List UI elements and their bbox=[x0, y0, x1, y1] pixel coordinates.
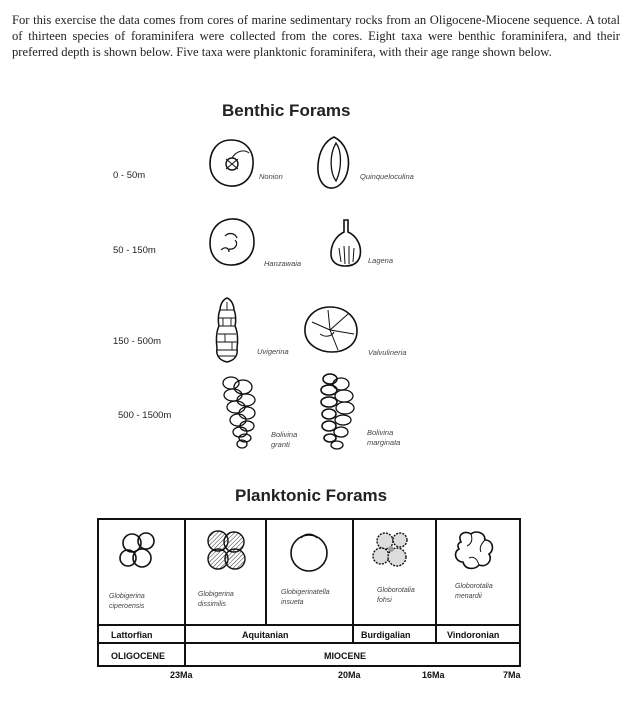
quinqueloculina-label: Quinqueloculina bbox=[360, 172, 414, 181]
bolivina-granti-label-2: granti bbox=[271, 440, 290, 449]
bolivina-marginata-label-1: Bolivina bbox=[367, 428, 394, 437]
row-divider bbox=[99, 624, 519, 626]
globigerina-dissimilis-icon bbox=[204, 529, 250, 573]
globigerinatella-insueta-label-1: Globigerinatella bbox=[281, 589, 330, 596]
epoch-miocene: MIOCENE bbox=[324, 651, 367, 661]
globorotalia-fohsi-label-1: Globorotalia bbox=[377, 587, 415, 594]
globigerina-dissimilis-label-2: dissimilis bbox=[198, 601, 226, 608]
age-7ma: 7Ma bbox=[503, 670, 521, 680]
globigerina-ciperoensis-label-2: ciperoensis bbox=[109, 603, 145, 610]
column-divider bbox=[184, 644, 186, 665]
depth-label-500-1500: 500 - 1500m bbox=[118, 410, 172, 421]
epoch-oligocene: OLIGOCENE bbox=[111, 651, 166, 661]
valvulineria-icon bbox=[302, 304, 360, 354]
nonion-icon bbox=[206, 137, 256, 189]
stage-lattorfian: Lattorfian bbox=[111, 630, 153, 640]
globigerina-ciperoensis-icon bbox=[118, 531, 162, 571]
age-23ma: 23Ma bbox=[170, 670, 193, 680]
bolivina-granti-icon bbox=[219, 373, 265, 451]
uvigerina-label: Uvigerina bbox=[257, 347, 289, 356]
globorotalia-fohsi-label-2: fohsi bbox=[377, 597, 392, 604]
planktonic-range-chart bbox=[97, 518, 521, 667]
globigerinatella-insueta-icon bbox=[287, 529, 331, 573]
nonion-label: Nonion bbox=[259, 172, 283, 181]
depth-label-50-150: 50 - 150m bbox=[113, 245, 156, 256]
valvulineria-label: Valvulineria bbox=[368, 348, 407, 357]
globorotalia-menardii-icon bbox=[451, 528, 497, 572]
uvigerina-icon bbox=[212, 296, 242, 364]
globigerinatella-insueta-label-2: insueta bbox=[281, 599, 304, 606]
globorotalia-menardii-label-1: Globorotalia bbox=[455, 583, 493, 590]
lagena-icon bbox=[327, 218, 365, 268]
bolivina-marginata-icon bbox=[316, 371, 358, 451]
hanzawaia-label: Hanzawaia bbox=[264, 259, 302, 268]
quinqueloculina-icon bbox=[314, 135, 352, 191]
row-divider bbox=[99, 642, 519, 644]
age-16ma: 16Ma bbox=[422, 670, 445, 680]
stage-burdigalian: Burdigalian bbox=[361, 630, 411, 640]
planktonic-title: Planktonic Forams bbox=[235, 486, 388, 505]
depth-label-150-500: 150 - 500m bbox=[113, 336, 162, 347]
globigerina-ciperoensis-label-1: Globigerina bbox=[109, 593, 145, 600]
depth-label-0-50: 0 - 50m bbox=[113, 170, 146, 181]
benthic-title: Benthic Forams bbox=[222, 101, 351, 120]
intro-paragraph: For this exercise the data comes from cores of marine sedimentary rocks from an Oligocene-Miocene sequence. A total of thirteen species of foraminifera were collected from the cores. Eight taxa were benthic foraminifera, and their preferred depth is shown below. Five taxa were planktonic foraminifera, with their age range shown below. bbox=[12, 13, 620, 59]
stage-vindoronian: Vindoronian bbox=[447, 630, 500, 640]
globorotalia-fohsi-icon bbox=[371, 530, 415, 570]
age-20ma: 20Ma bbox=[338, 670, 361, 680]
bolivina-marginata-label-2: marginata bbox=[367, 438, 401, 447]
column-divider bbox=[265, 520, 267, 626]
hanzawaia-icon bbox=[207, 216, 257, 268]
lagena-label: Lagena bbox=[368, 256, 394, 265]
bolivina-granti-label-1: Bolivina bbox=[271, 430, 298, 439]
globorotalia-menardii-label-2: menardii bbox=[455, 593, 482, 600]
globigerina-dissimilis-label-1: Globigerina bbox=[198, 591, 234, 598]
stage-aquitanian: Aquitanian bbox=[242, 630, 289, 640]
